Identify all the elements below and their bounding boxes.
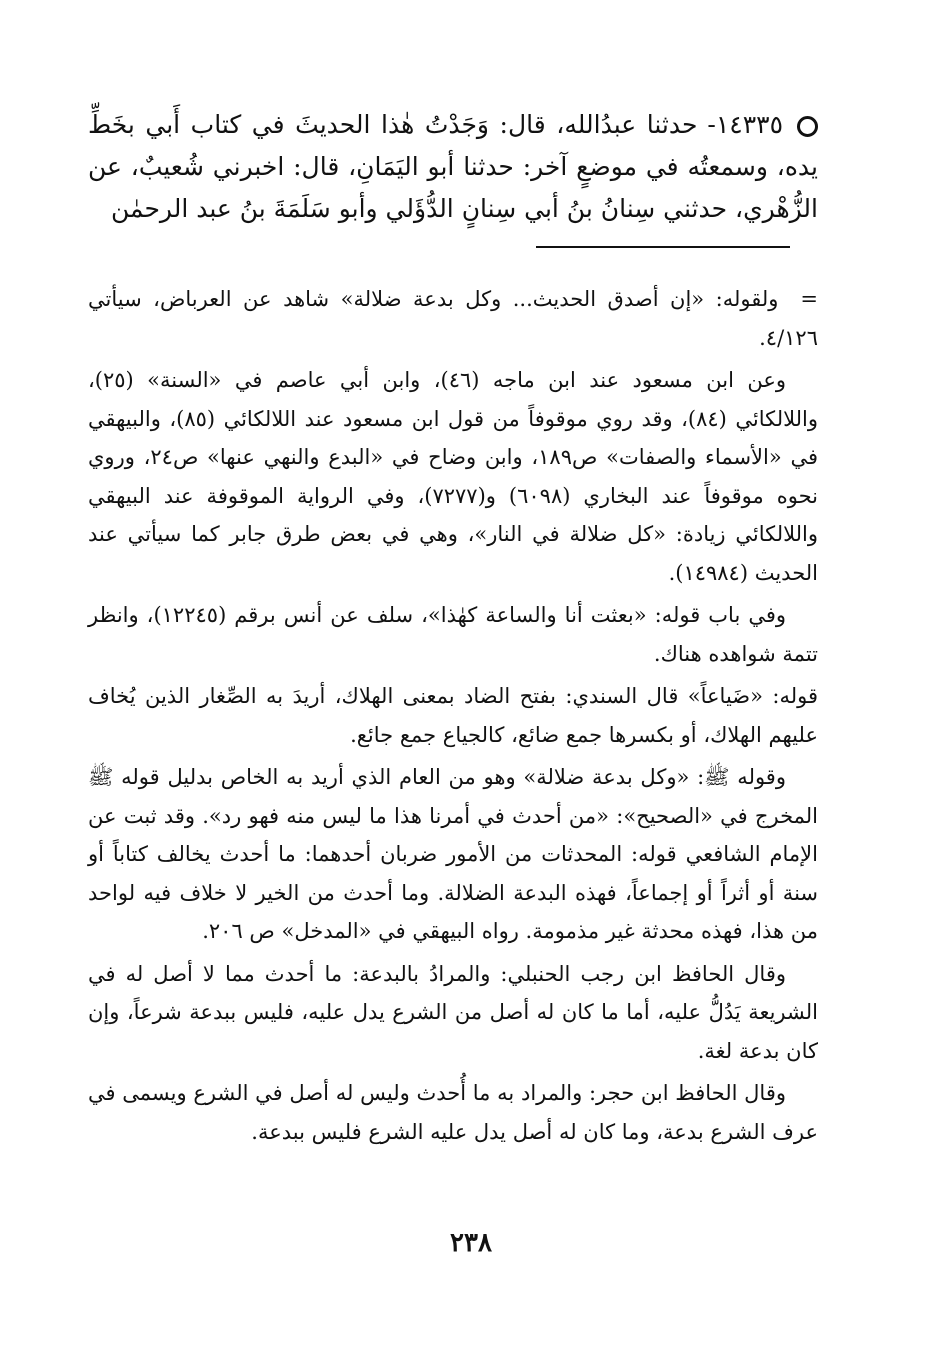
hadith-paragraph <box>88 104 818 230</box>
hadith-block <box>88 104 818 230</box>
note-paragraph-2: وعن ابن مسعود عند ابن ماجه (٤٦)، وابن أبي عاصم في «السنة» (٢٥)، واللالكائي (٨٤)، وقد روي موقوفاً من قول ابن مسعود عند اللالكائي (٨٥)، والبيهقي في «الأسماء والصفات» ص١٨٩، وابن وضاح في «البدع والنهي عنها» ص٢٤، وروي نحوه موقوفاً عند البخاري (٦٠٩٨) و(٧٢٧٧)، وفي الرواية الموقوفة عند البيهقي واللالكائي زيادة: «كل ضلالة في النار»، وهي في بعض طرق جابر كما سيأتي عند الحديث (١٤٩٨٤). <box>88 368 819 585</box>
note-paragraph-1 <box>88 280 818 357</box>
note-paragraph-4: قوله: «ضَياعاً» قال السندي: بفتح الضاد بمعنى الهلاك، أريدَ به الصِّغار الذين يُخاف عليهم الهلاك، أو بكسرها جمع ضائع، كالجياع جمع جائع. <box>88 684 818 747</box>
continuation-marker: = <box>800 287 818 311</box>
circle-marker-icon <box>797 116 818 137</box>
footnote-separator <box>536 246 790 248</box>
note-paragraph-7: وقال الحافظ ابن حجر: والمراد به ما أُحدث وليس له أصل في الشرع ويسمى في عرف الشرع بدعة، وما كان له أصل يدل عليه الشرع فليس ببدعة. <box>88 1081 818 1144</box>
hadith-text: حدثنا عبدُالله، قال: وَجَدْتُ هٰذا الحديثَ في كتاب أَبي بخَطِّ يده، وسمعتُه في موضعٍ آخر: حدثنا أبو اليَمَانِ، قال: اخبرني شُعيبٌ، عن الزُّهْري، حدثني سِنانُ بنُ أبي سِنانٍ الدُّؤَلي وأبو سَلَمَةَ بنُ عبد الرحمٰن <box>88 110 818 223</box>
note-paragraph-5: وقوله ﷺ: «وكل بدعة ضلالة» وهو من العام الذي أريد به الخاص بدليل قوله ﷺ المخرج في «الصحيح»: «من أحدث في أمرنا هذا ما ليس منه فهو رد». وقد ثبت عن الإمام الشافعي قوله: المحدثات من الأمور ضربان أحدهما: ما أحدث يخالف كتاباً أو سنة أو أثراً أو إجماعاً، فهذه البدعة الضلالة. وما أحدث من الخير لا خلاف فيه لواحد من هذا، فهذه محدثة غير مذمومة. رواه البيهقي في «المدخل» ص ٢٠٦. <box>88 765 818 943</box>
hadith-number: ١٤٣٣٥- <box>707 110 783 139</box>
note-paragraph-3: وفي باب قوله: «بعثت أنا والساعة كهٰذا»، سلف عن أنس برقم (١٢٢٤٥)، وانظر تتمة شواهده هناك. <box>88 603 818 666</box>
footnotes <box>88 280 818 1155</box>
note-paragraph-6: وقال الحافظ ابن رجب الحنبلي: والمرادُ بالبدعة: ما أحدث مما لا أصل له في الشريعة يَدُلُّ عليه، أما ما كان له أصل من الشرع يدل عليه، فليس ببدعة شرعاً، وإن كان بدعة لغة. <box>88 961 818 1063</box>
page-number: ٢٣٨ <box>450 1228 492 1258</box>
note-text-1: ولقوله: «إن أصدق الحديث... وكل بدعة ضلالة» شاهد عن العرباض، سيأتي ٤/١٢٦. <box>88 287 818 350</box>
